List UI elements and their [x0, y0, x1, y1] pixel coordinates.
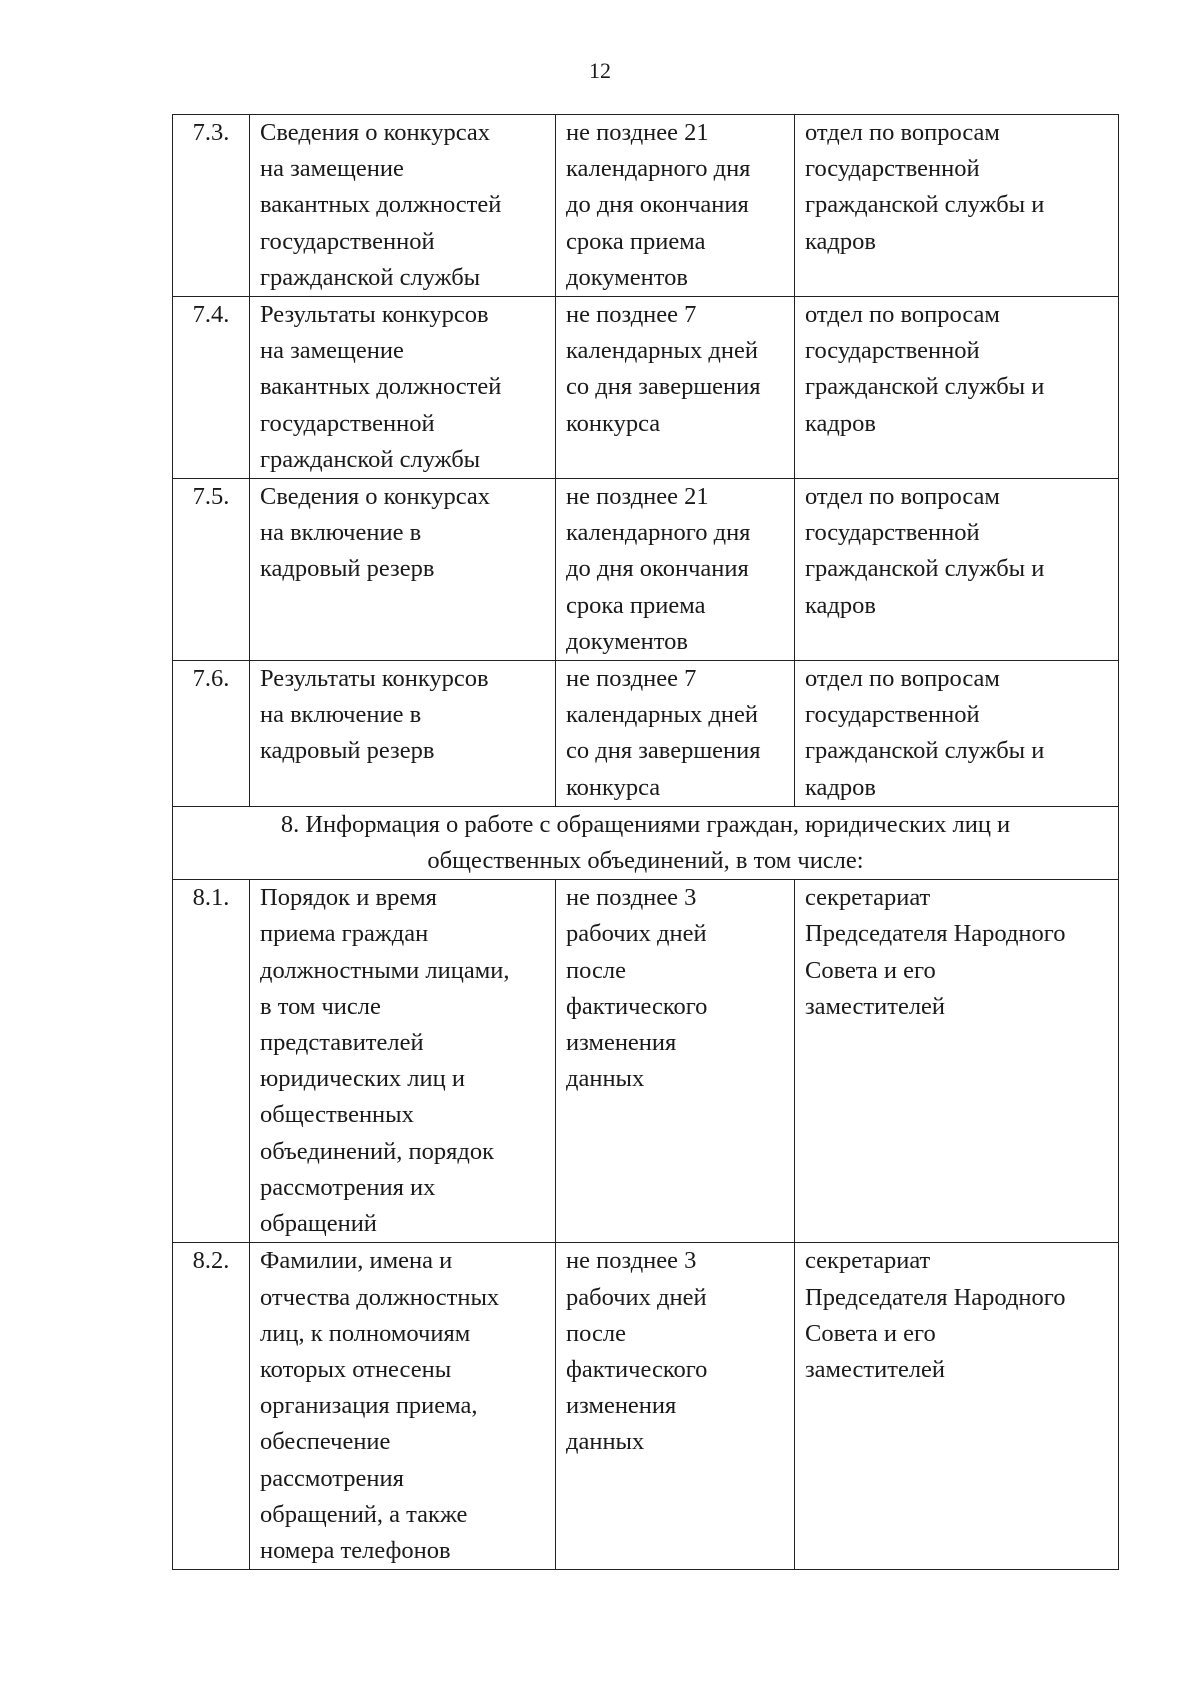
item-name: Порядок и время приема граждан должностными лицами, в том числе представителей юридических лиц и общественных объединений, порядок рассмотрения их обращений — [250, 880, 556, 1243]
table-row — [173, 661, 1119, 807]
item-name: Результаты конкурсов на замещение вакантных должностей государственной гражданской службы — [250, 297, 556, 479]
page-number: 12 — [589, 58, 611, 83]
item-deadline: не позднее 7 календарных дней со дня завершения конкурса — [556, 661, 795, 807]
item-responsible: секретариат Председателя Народного Совета и его заместителей — [795, 880, 1119, 1243]
item-number: 7.3. — [173, 115, 250, 297]
section-title: 8. Информация о работе с обращениями граждан, юридических лиц и общественных объединений, в том числе: — [173, 806, 1119, 879]
item-name: Результаты конкурсов на включение в кадровый резерв — [250, 661, 556, 807]
item-number: 8.2. — [173, 1243, 250, 1570]
item-name: Сведения о конкурсах на замещение вакантных должностей государственной гражданской службы — [250, 115, 556, 297]
item-responsible: отдел по вопросам государственной гражданской службы и кадров — [795, 115, 1119, 297]
item-number: 7.5. — [173, 479, 250, 661]
item-deadline: не позднее 7 календарных дней со дня завершения конкурса — [556, 297, 795, 479]
table-row — [173, 297, 1119, 479]
item-deadline: не позднее 21 календарного дня до дня окончания срока приема документов — [556, 115, 795, 297]
item-deadline: не позднее 21 календарного дня до дня окончания срока приема документов — [556, 479, 795, 661]
item-name: Фамилии, имена и отчества должностных лиц, к полномочиям которых отнесены организация приема, обеспечение рассмотрения обращений, а также номера телефонов — [250, 1243, 556, 1570]
item-responsible: отдел по вопросам государственной гражданской службы и кадров — [795, 297, 1119, 479]
item-number: 8.1. — [173, 880, 250, 1243]
item-responsible: отдел по вопросам государственной гражданской службы и кадров — [795, 661, 1119, 807]
table-row — [173, 1243, 1119, 1570]
table-row — [173, 479, 1119, 661]
item-number: 7.6. — [173, 661, 250, 807]
table-row — [173, 880, 1119, 1243]
item-responsible: секретариат Председателя Народного Совета и его заместителей — [795, 1243, 1119, 1570]
section-header-row — [173, 806, 1119, 879]
item-deadline: не позднее 3 рабочих дней после фактического изменения данных — [556, 880, 795, 1243]
information-table — [172, 114, 1119, 1570]
table-row — [173, 115, 1119, 297]
item-deadline: не позднее 3 рабочих дней после фактического изменения данных — [556, 1243, 795, 1570]
item-name: Сведения о конкурсах на включение в кадровый резерв — [250, 479, 556, 661]
item-number: 7.4. — [173, 297, 250, 479]
item-responsible: отдел по вопросам государственной гражданской службы и кадров — [795, 479, 1119, 661]
